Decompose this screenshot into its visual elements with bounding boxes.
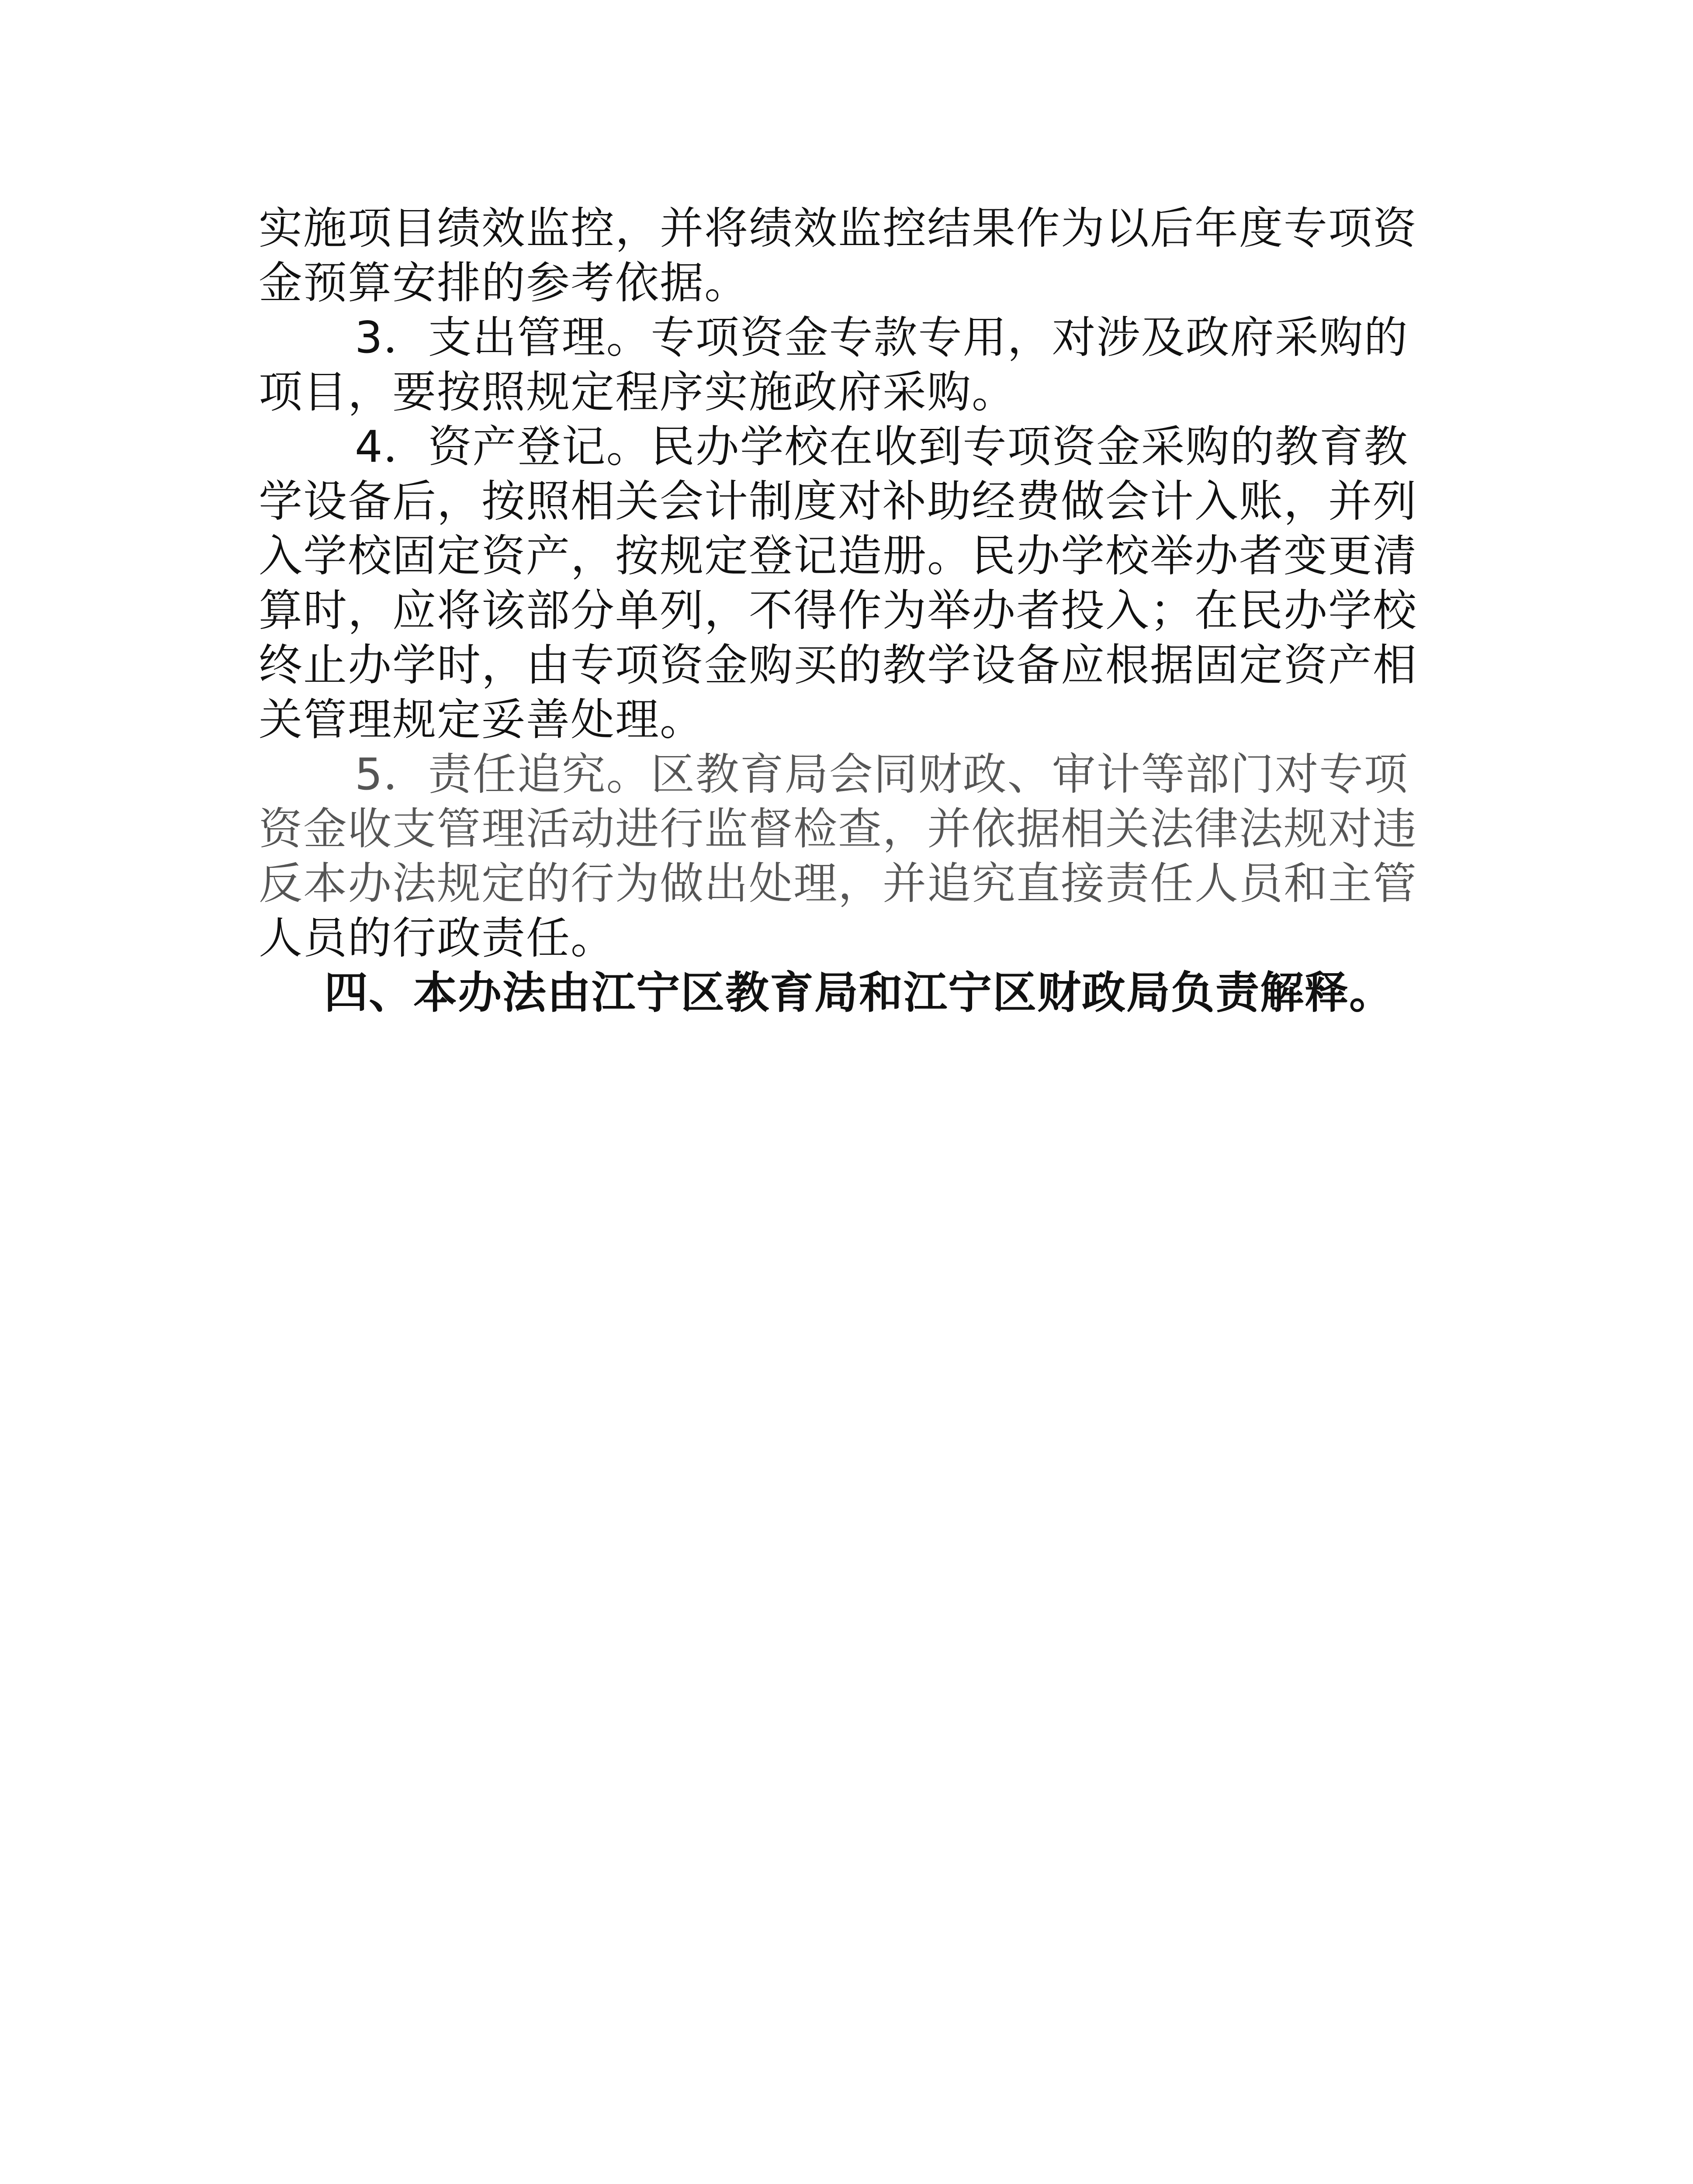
paragraph-4-line-1: 5．责任追究。区教育局会同财政、审计等部门对专项 bbox=[355, 749, 1409, 800]
paragraph-2-line-1: 3．支出管理。专项资金专款专用，对涉及政府采购的 bbox=[355, 312, 1409, 363]
paragraph-2-line-2: 项目，要按照规定程序实施政府采购。 bbox=[259, 366, 1016, 418]
paragraph-3-line-5: 终止办学时，由专项资金购买的教学设备应根据固定资产相 bbox=[259, 639, 1417, 691]
paragraph-3-line-6: 关管理规定妥善处理。 bbox=[259, 694, 704, 745]
paragraph-3-line-2: 学设备后，按照相关会计制度对补助经费做会计入账，并列 bbox=[259, 476, 1417, 527]
paragraph-3-line-1: 4．资产登记。民办学校在收到专项资金采购的教育教 bbox=[355, 421, 1409, 472]
paragraph-3-line-3: 入学校固定资产，按规定登记造册。民办学校举办者变更清 bbox=[259, 530, 1417, 581]
paragraph-4-line-2: 资金收支管理活动进行监督检查，并依据相关法律法规对违 bbox=[259, 803, 1417, 854]
paragraph-1-line-2: 金预算安排的参考依据。 bbox=[259, 257, 749, 308]
section-heading-4: 四、本办法由江宁区教育局和江宁区财政局负责解释。 bbox=[324, 967, 1394, 1018]
paragraph-4-line-4: 人员的行政责任。 bbox=[259, 912, 615, 964]
document-body bbox=[259, 201, 1447, 1020]
paragraph-1-line-1: 实施项目绩效监控，并将绩效监控结果作为以后年度专项资 bbox=[259, 203, 1417, 254]
paragraph-4-line-3: 反本办法规定的行为做出处理，并追究直接责任人员和主管 bbox=[259, 858, 1417, 909]
paragraph-3-line-4: 算时，应将该部分单列，不得作为举办者投入；在民办学校 bbox=[259, 585, 1417, 636]
